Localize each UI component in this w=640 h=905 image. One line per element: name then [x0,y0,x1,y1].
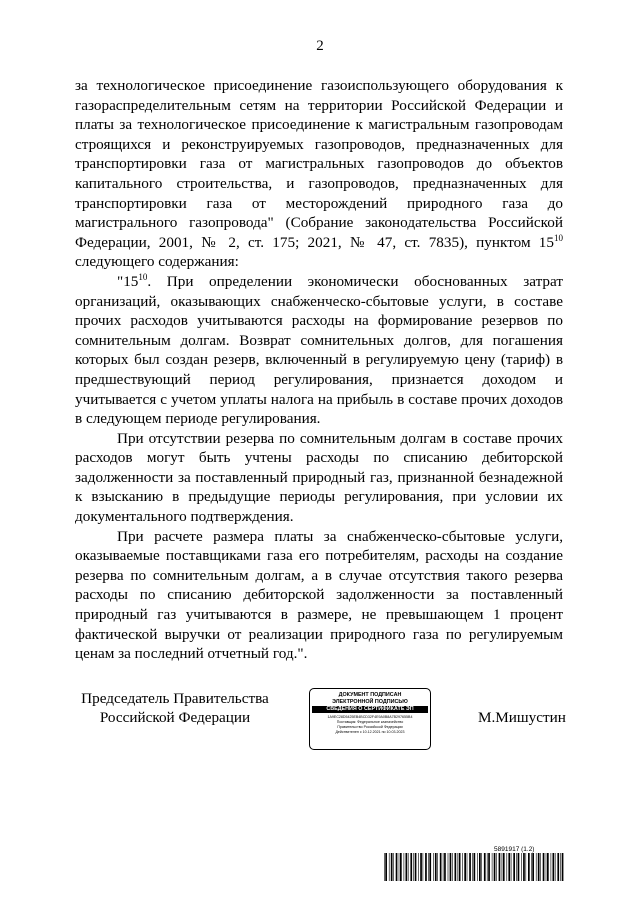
paragraph-reserve-absence: При отсутствии резерва по сомнительным долгам в составе прочих расходов могут быть учтены расходы по списанию дебиторской задолженности за поставленный природный газ, признанной безнадежной к взысканию в предыдущие периоды регулирования, при условии их документального подтверждения. [75,429,563,526]
barcode-number: 5891917 (1.2) [494,846,535,853]
paragraph-fee-calculation: При расчете размера платы за снабженческо-сбытовые услуги, оказываемые поставщиками газа его потребителям, расходы на создание резерва по сомнительным долгам, а в случае отсутствия такого резерва расходы по списанию дебиторской задолженности за поставленный природный газ учитываются в размере, не превышающем 1 процент фактической выручки от реализации природного газа по регулируемым ценам за последний отчетный год.". [75,527,563,663]
paragraph-text: . При определении экономически обоснованных затрат организаций, оказывающих снабженческо-сбытовые услуги, в составе прочих расходов учитываются расходы на формирование резервов по сомнительным долгам. Возврат сомнительных долгов, для погашения которых был создан резерв, включенный в регулируемую цену (тариф) в предшествующий период регулирования, признается доходом и учитывается с учетом уплаты налога на прибыль в составе прочих доходов в следующем периоде регулирования. [75,272,563,428]
paragraph-text: следующего содержания: [75,253,239,271]
superscript: 10 [138,271,148,282]
signatory-title [80,689,270,727]
paragraph-text: за технологическое присоединение газоиспользующего оборудования к газораспределительным сетям на территории Российской Федерации и платы за технологическое присоединение к магистральным газопроводам строящихся и реконструируемых газопроводов, предназначенных для транспортировки газа от магистральных газопроводов до объектов капитального строительства, и газопроводов, предназначенных для транспортировки газа от месторождений природного газа до магистрального газопровода" (Собрание законодательства Российской Федерации, 2001, № 2, ст. 175; 2021, № 47, ст. 7835), пунктом 15 [75,77,563,251]
stamp-band: СВЕДЕНИЯ О СЕРТИФИКАТЕ ЭП [312,706,428,713]
signatory-name: М.Мишустин [478,709,566,726]
paragraph-clause [75,272,563,429]
clause-number: "15 [117,272,139,290]
page-number: 2 [316,38,324,54]
e-signature-stamp [309,688,431,750]
superscript: 10 [554,232,563,243]
barcode-image [384,853,564,881]
stamp-heading: ЭЛЕКТРОННОЙ ПОДПИСЬЮ [332,698,408,705]
signatory-title-line: Российской Федерации [99,709,251,726]
certificate-serial: 1A9EC28D5425EB4BCD32F4E9A0B8A7B297655B4 [327,715,413,720]
certificate-validity: Действителен с 10.12.2021 по 10.03.2023 [335,730,405,735]
document-body [75,76,563,664]
stamp-heading: ДОКУМЕНТ ПОДПИСАН [338,692,402,698]
certificate-issuer: Поставщик: Федеральное казначейство [336,720,404,725]
paragraph-intro [75,76,563,272]
signatory-title-line: Председатель Правительства [81,690,269,707]
certificate-owner: Правительство Российской Федерации [337,725,403,730]
